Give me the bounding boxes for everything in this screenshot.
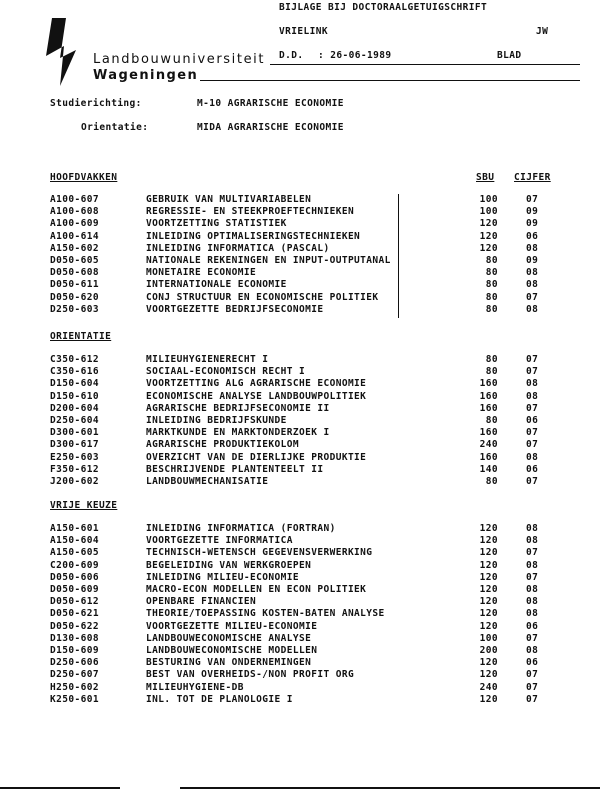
course-code: D050-606 xyxy=(50,571,99,583)
course-description: VOORTZETTING STATISTIEK xyxy=(146,218,287,230)
course-code: D200-604 xyxy=(50,402,99,414)
course-sbu: 120 xyxy=(479,547,498,559)
course-grade: 08 xyxy=(526,584,539,595)
course-description: NATIONALE REKENINGEN EN INPUT-OUTPUTANAL xyxy=(146,255,391,266)
student-name: VRIELINK xyxy=(279,26,328,37)
course-description: MACRO-ECON MODELLEN EN ECON POLITIEK xyxy=(146,584,367,595)
course-grade: 09 xyxy=(526,218,539,230)
course-description: INL. TOT DE PLANOLOGIE I xyxy=(146,693,293,705)
course-code: D250-604 xyxy=(50,415,99,426)
table-row xyxy=(0,304,600,316)
course-description: BESCHRIJVENDE PLANTENTEELT II xyxy=(146,463,324,475)
course-sbu: 160 xyxy=(479,427,498,439)
course-description: TECHNISCH-WETENSCH GEGEVENSVERWERKING xyxy=(146,547,373,559)
course-code: D300-617 xyxy=(50,439,99,451)
course-description: LANDBOUWMECHANISATIE xyxy=(146,476,269,487)
header-rule-top xyxy=(270,64,580,65)
course-sbu: 160 xyxy=(479,402,498,414)
course-grade: 08 xyxy=(526,451,539,463)
course-code: D250-603 xyxy=(50,303,99,315)
course-sbu: 120 xyxy=(479,571,498,583)
course-code: A150-602 xyxy=(50,242,99,254)
university-city: Wageningen xyxy=(93,68,199,83)
course-sbu: 240 xyxy=(479,681,498,693)
course-sbu: 100 xyxy=(479,194,498,205)
course-description: GEBRUIK VAN MULTIVARIABELEN xyxy=(146,194,312,205)
course-sbu: 120 xyxy=(479,657,498,669)
course-description: INLEIDING INFORMATICA (PASCAL) xyxy=(146,242,330,254)
course-sbu: 120 xyxy=(479,608,498,620)
course-grade: 08 xyxy=(526,535,539,547)
course-description: INLEIDING BEDRIJFSKUNDE xyxy=(146,415,287,426)
course-sbu: 120 xyxy=(479,535,498,547)
course-sbu: 100 xyxy=(479,206,498,218)
table-row xyxy=(0,218,600,230)
table-row xyxy=(0,523,600,535)
table-row xyxy=(0,439,600,451)
university-name: Landbouwuniversiteit xyxy=(93,52,266,67)
table-row xyxy=(0,279,600,291)
course-code: A150-601 xyxy=(50,523,99,534)
footer-rule-left xyxy=(0,787,120,789)
table-row xyxy=(0,535,600,547)
course-sbu: 240 xyxy=(479,439,498,451)
table-row xyxy=(0,657,600,669)
course-description: BEST VAN OVERHEIDS-/NON PROFIT ORG xyxy=(146,669,355,681)
course-description: INTERNATIONALE ECONOMIE xyxy=(146,279,287,291)
course-code: D150-604 xyxy=(50,378,99,390)
course-sbu: 200 xyxy=(479,645,498,656)
orientation-value: MIDA AGRARISCHE ECONOMIE xyxy=(197,122,344,133)
course-grade: 06 xyxy=(526,620,539,632)
course-code: D050-609 xyxy=(50,584,99,595)
course-description: INLEIDING INFORMATICA (FORTRAN) xyxy=(146,523,336,534)
table-row xyxy=(0,255,600,267)
course-code: D050-620 xyxy=(50,291,99,303)
course-sbu: 120 xyxy=(479,242,498,254)
table-row xyxy=(0,645,600,657)
table-row xyxy=(0,608,600,620)
table-row xyxy=(0,403,600,415)
course-description: ECONOMISCHE ANALYSE LANDBOUWPOLITIEK xyxy=(146,390,367,402)
header-rule-bottom xyxy=(200,80,580,81)
course-grade: 07 xyxy=(526,194,539,205)
table-row xyxy=(0,694,600,706)
table-row xyxy=(0,378,600,390)
course-description: REGRESSIE- EN STEEKPROEFTECHNIEKEN xyxy=(146,206,355,218)
course-description: VOORTZETTING ALG AGRARISCHE ECONOMIE xyxy=(146,378,367,390)
course-sbu: 120 xyxy=(479,523,498,534)
course-code: D150-610 xyxy=(50,390,99,402)
course-description: MILIEUHYGIENE-DB xyxy=(146,681,244,693)
course-description: AGRARISCHE PRODUKTIEKOLOM xyxy=(146,439,299,451)
study-label: Studierichting: xyxy=(50,98,142,109)
course-sbu: 80 xyxy=(485,476,498,487)
university-logo-icon xyxy=(40,16,90,88)
course-grade: 09 xyxy=(526,206,539,218)
section-title-vrije-keuze: VRIJE KEUZE xyxy=(50,500,118,511)
course-code: D050-608 xyxy=(50,267,99,279)
table-row xyxy=(0,669,600,681)
course-description: LANDBOUWECONOMISCHE MODELLEN xyxy=(146,645,318,656)
course-code: A100-608 xyxy=(50,206,99,218)
table-row xyxy=(0,633,600,645)
course-code: A150-605 xyxy=(50,547,99,559)
course-grade: 08 xyxy=(526,608,539,620)
course-code: D130-608 xyxy=(50,632,99,644)
course-code: K250-601 xyxy=(50,693,99,705)
course-grade: 07 xyxy=(526,476,539,487)
course-sbu: 140 xyxy=(479,463,498,475)
course-sbu: 80 xyxy=(485,279,498,291)
course-sbu: 160 xyxy=(479,390,498,402)
course-grade: 07 xyxy=(526,291,539,303)
course-grade: 08 xyxy=(526,267,539,279)
course-sbu: 80 xyxy=(485,366,498,378)
table-row xyxy=(0,596,600,608)
course-grade: 07 xyxy=(526,547,539,559)
course-code: A100-609 xyxy=(50,218,99,230)
course-description: INLEIDING MILIEU-ECONOMIE xyxy=(146,571,299,583)
course-code: F350-612 xyxy=(50,463,99,475)
course-grade: 08 xyxy=(526,645,539,656)
course-grade: 07 xyxy=(526,693,539,705)
course-code: D050-612 xyxy=(50,596,99,608)
course-sbu: 120 xyxy=(479,596,498,608)
footer-rule-right xyxy=(180,787,600,789)
date-label: D.D. xyxy=(279,50,304,61)
course-grade: 07 xyxy=(526,366,539,378)
course-grade: 06 xyxy=(526,657,539,669)
course-code: C350-616 xyxy=(50,366,99,378)
course-code: H250-602 xyxy=(50,681,99,693)
course-code: J200-602 xyxy=(50,476,99,487)
course-description: AGRARISCHE BEDRIJFSECONOMIE II xyxy=(146,402,330,414)
course-description: MARKTKUNDE EN MARKTONDERZOEK I xyxy=(146,427,330,439)
table-row xyxy=(0,621,600,633)
course-sbu: 80 xyxy=(485,255,498,266)
course-grade: 07 xyxy=(526,427,539,439)
course-sbu: 120 xyxy=(479,230,498,242)
course-grade: 08 xyxy=(526,303,539,315)
course-grade: 08 xyxy=(526,596,539,608)
course-grade: 06 xyxy=(526,230,539,242)
course-description: BEGELEIDING VAN WERKGROEPEN xyxy=(146,559,312,571)
table-row xyxy=(0,292,600,304)
course-code: D150-609 xyxy=(50,645,99,656)
course-grade: 09 xyxy=(526,255,539,266)
table-row xyxy=(0,572,600,584)
course-code: D050-611 xyxy=(50,279,99,291)
course-grade: 07 xyxy=(526,669,539,681)
course-code: D050-605 xyxy=(50,255,99,266)
student-initials: JW xyxy=(536,26,549,37)
course-code: C350-612 xyxy=(50,354,99,365)
course-sbu: 80 xyxy=(485,267,498,279)
course-code: A100-614 xyxy=(50,230,99,242)
orientation-label: Orientatie: xyxy=(81,122,149,133)
course-grade: 08 xyxy=(526,523,539,534)
course-grade: 08 xyxy=(526,390,539,402)
course-grade: 07 xyxy=(526,354,539,365)
table-row xyxy=(0,476,600,488)
table-row xyxy=(0,560,600,572)
table-row xyxy=(0,267,600,279)
course-description: CONJ STRUCTUUR EN ECONOMISCHE POLITIEK xyxy=(146,291,379,303)
course-code: D050-621 xyxy=(50,608,99,620)
section-title-orientatie: ORIENTATIE xyxy=(50,331,112,342)
table-row xyxy=(0,194,600,206)
course-code: D050-622 xyxy=(50,620,99,632)
course-sbu: 160 xyxy=(479,378,498,390)
course-grade: 06 xyxy=(526,415,539,426)
course-sbu: 80 xyxy=(485,354,498,365)
course-description: OVERZICHT VAN DE DIERLIJKE PRODUKTIE xyxy=(146,451,367,463)
course-code: A150-604 xyxy=(50,535,99,547)
course-sbu: 80 xyxy=(485,415,498,426)
document-title: BIJLAGE BIJ DOCTORAALGETUIGSCHRIFT xyxy=(279,2,488,13)
course-sbu: 120 xyxy=(479,693,498,705)
course-code: D250-606 xyxy=(50,657,99,669)
table-row xyxy=(0,415,600,427)
page-label: BLAD xyxy=(497,50,522,61)
course-description: MONETAIRE ECONOMIE xyxy=(146,267,257,279)
course-sbu: 120 xyxy=(479,620,498,632)
date-value: : 26-06-1989 xyxy=(318,50,392,61)
study-value: M-10 AGRARISCHE ECONOMIE xyxy=(197,98,344,109)
course-description: OPENBARE FINANCIEN xyxy=(146,596,257,608)
table-row xyxy=(0,547,600,559)
course-description: THEORIE/TOEPASSING KOSTEN-BATEN ANALYSE xyxy=(146,608,385,620)
course-description: MILIEUHYGIENERECHT I xyxy=(146,354,269,365)
course-grade: 07 xyxy=(526,402,539,414)
course-sbu: 120 xyxy=(479,218,498,230)
course-grade: 07 xyxy=(526,681,539,693)
table-row xyxy=(0,366,600,378)
table-row xyxy=(0,243,600,255)
course-description: LANDBOUWECONOMISCHE ANALYSE xyxy=(146,632,312,644)
course-description: INLEIDING OPTIMALISERINGSTECHNIEKEN xyxy=(146,230,361,242)
course-code: D250-607 xyxy=(50,669,99,681)
course-code: D300-601 xyxy=(50,427,99,439)
course-grade: 06 xyxy=(526,463,539,475)
course-sbu: 160 xyxy=(479,451,498,463)
table-row xyxy=(0,206,600,218)
course-grade: 08 xyxy=(526,559,539,571)
course-description: BESTURING VAN ONDERNEMINGEN xyxy=(146,657,312,669)
course-code: E250-603 xyxy=(50,451,99,463)
course-grade: 08 xyxy=(526,378,539,390)
table-row xyxy=(0,682,600,694)
table-row xyxy=(0,391,600,403)
course-code: A100-607 xyxy=(50,194,99,205)
table-row xyxy=(0,427,600,439)
course-description: VOORTGEZETTE MILIEU-ECONOMIE xyxy=(146,620,318,632)
course-sbu: 100 xyxy=(479,632,498,644)
table-row xyxy=(0,452,600,464)
course-sbu: 120 xyxy=(479,669,498,681)
table-row xyxy=(0,231,600,243)
course-sbu: 80 xyxy=(485,291,498,303)
table-row xyxy=(0,584,600,596)
course-description: VOORTGEZETTE BEDRIJFSECONOMIE xyxy=(146,303,324,315)
course-grade: 07 xyxy=(526,571,539,583)
column-header-cijfer: CIJFER xyxy=(514,172,551,183)
table-row xyxy=(0,464,600,476)
course-description: VOORTGEZETTE INFORMATICA xyxy=(146,535,293,547)
course-grade: 07 xyxy=(526,439,539,451)
column-header-sbu: SBU xyxy=(476,172,495,183)
course-grade: 07 xyxy=(526,632,539,644)
table-row xyxy=(0,354,600,366)
section-title-hoofdvakken: HOOFDVAKKEN xyxy=(50,172,118,183)
course-description: SOCIAAL-ECONOMISCH RECHT I xyxy=(146,366,306,378)
course-grade: 08 xyxy=(526,242,539,254)
course-code: C200-609 xyxy=(50,559,99,571)
course-sbu: 120 xyxy=(479,559,498,571)
margin-mark xyxy=(398,194,399,318)
course-grade: 08 xyxy=(526,279,539,291)
course-sbu: 120 xyxy=(479,584,498,595)
course-sbu: 80 xyxy=(485,303,498,315)
